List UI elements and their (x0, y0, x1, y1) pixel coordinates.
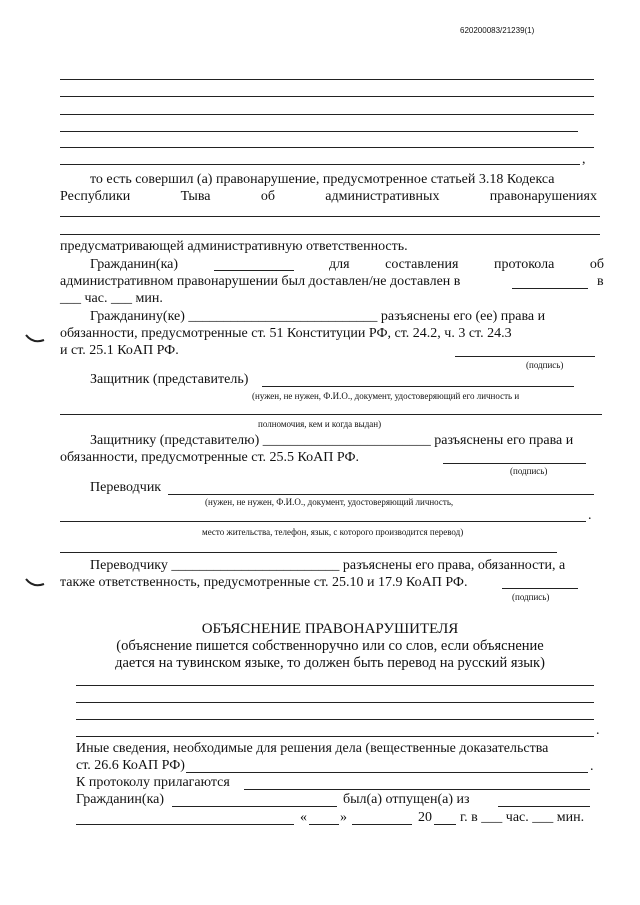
heading-note2: дается на тувинском языке, то должен быть перевод на русский язык) (115, 655, 545, 671)
explanation-line (76, 702, 594, 703)
delivery-time: ___ час. ___ мин. (60, 291, 163, 306)
rights-text-line2: обязанности, предусмотренные ст. 51 Конституции РФ, ст. 24.2, ч. 3 ст. 24.3 (60, 326, 512, 341)
blank-line (60, 164, 580, 165)
margin-mark (24, 576, 46, 590)
comma: , (582, 152, 586, 167)
blank-line (60, 216, 600, 217)
released-label: был(а) отпущен(а) из (343, 792, 470, 807)
released-citizen-label: Гражданин(ка) (76, 792, 165, 807)
defender-rights-line1: Защитнику (представителю) ________________________ разъяснены его права и (90, 433, 574, 448)
other-info-line1: Иные сведения, необходимые для решения дела (вещественные доказательства (76, 741, 549, 756)
blank-line (60, 131, 578, 132)
margin-mark (24, 332, 46, 346)
blank-line (60, 96, 594, 97)
date-quote-close: » (340, 810, 347, 825)
signature-label: (подпись) (526, 360, 564, 370)
translator-note2: место жительства, телефон, язык, с которого производится перевод) (202, 527, 464, 537)
blank-line (168, 494, 594, 495)
blank-line (60, 147, 594, 148)
defender-label: Защитник (представитель) (90, 372, 249, 387)
rights-text-line3: и ст. 25.1 КоАП РФ. (60, 343, 179, 358)
rights-text-line1: Гражданину(ке) ___________________________ разъяснены его (ее) права и (90, 309, 546, 324)
explanation-line (76, 719, 594, 720)
day-blank (309, 824, 339, 825)
date-quote-open: « (300, 810, 307, 825)
section-heading: ОБЪЯСНЕНИЕ ПРАВОНАРУШИТЕЛЯ (201, 621, 459, 637)
defender-note1: (нужен, не нужен, Ф.И.О., документ, удостоверяющий его личность и (252, 391, 520, 401)
other-info-line2: ст. 26.6 КоАП РФ) (76, 758, 185, 773)
delivery-text-line2: административном правонарушении был доставлен/не доставлен в (60, 274, 461, 289)
signature-line (455, 356, 595, 357)
blank-line (60, 521, 586, 522)
citizen-blank (214, 257, 294, 271)
blank-line (512, 288, 588, 289)
blank-line (60, 114, 594, 115)
translator-rights-line2: также ответственность, предусмотренные ст. 25.10 и 17.9 КоАП РФ. (60, 575, 468, 590)
translator-label: Переводчик (90, 480, 162, 495)
defender-note2: полномочия, кем и когда выдан) (258, 419, 382, 429)
liability-text: предусматривающей административную ответственность. (60, 239, 408, 254)
blank-line (262, 386, 574, 387)
explanation-line (76, 736, 594, 737)
violation-text-line2: Республики Тыва об административных правонарушениях (60, 189, 597, 204)
blank-line (498, 806, 590, 807)
signature-label: (подпись) (510, 466, 548, 476)
violation-text-line1: то есть совершил (а) правонарушение, предусмотренное статьей 3.18 Кодекса (90, 172, 555, 187)
blank-line (76, 824, 294, 825)
translator-note1: (нужен, не нужен, Ф.И.О., документ, удостоверяющий личность, (205, 497, 454, 507)
blank-line (186, 772, 588, 773)
blank-line (244, 789, 590, 790)
signature-label: (подпись) (512, 592, 550, 602)
attachments-label: К протоколу прилагаются (76, 775, 230, 790)
delivery-text-line1: Гражданин(ка) для составления протокола об (90, 257, 604, 272)
document-id: 620200083/21239(1) (460, 26, 535, 35)
defender-rights-line2: обязанности, предусмотренные ст. 25.5 КоАП РФ. (60, 450, 360, 465)
blank-line (60, 79, 594, 80)
blank-line (60, 552, 557, 553)
time-tail: г. в ___ час. ___ мин. (460, 810, 585, 825)
blank-line (172, 806, 337, 807)
year-prefix: 20 (418, 810, 432, 825)
translator-rights-line1: Переводчику ________________________ разъяснены его права, обязанности, а (90, 558, 566, 573)
signature-line (502, 588, 578, 589)
explanation-line (76, 685, 594, 686)
blank-line (60, 414, 602, 415)
month-blank (352, 824, 412, 825)
blank-line (60, 234, 600, 235)
signature-line (443, 463, 586, 464)
heading-note1: (объяснение пишется собственноручно или со слов, если объяснение (116, 638, 544, 654)
year-blank (434, 824, 456, 825)
